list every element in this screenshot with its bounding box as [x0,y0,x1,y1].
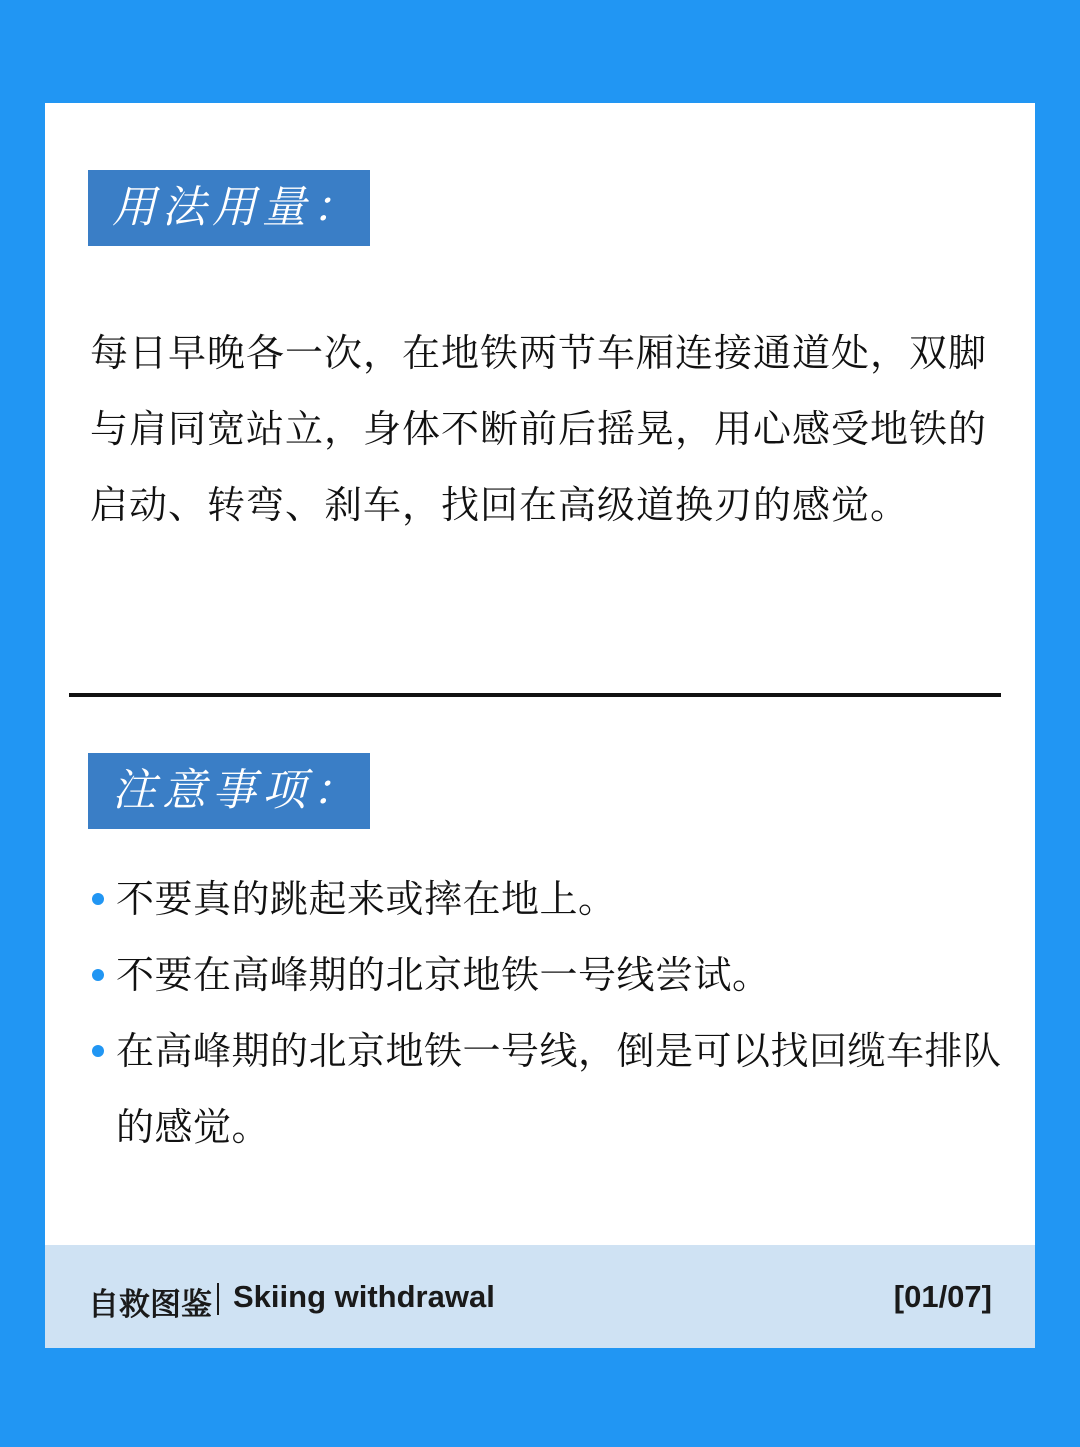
notes-list [90,861,1025,1165]
divider [69,693,1001,697]
content-card [45,103,1035,1348]
list-item [90,861,1025,937]
footer-brand: 自救图鉴 [88,1287,212,1322]
usage-heading: 用法用量： [88,170,370,246]
note-text: 不要真的跳起来或摔在地上。 [116,877,617,921]
usage-text: 每日早晚各一次，在地铁两节车厢连接通道处，双脚与肩同宽站立，身体不断前后摇晃，用心感受地铁的启动、转弯、刹车，找回在高级道换刃的感觉。 [90,331,988,527]
notes-heading: 注意事项： [88,753,370,829]
page-indicator: [01/07] [893,1279,992,1314]
footer-bar [45,1245,1035,1348]
bullet-icon [92,969,104,981]
note-text: 不要在高峰期的北京地铁一号线尝试。 [116,953,771,997]
bullet-icon [92,1045,104,1057]
footer-subtitle: Skiing withdrawal [233,1279,495,1314]
bullet-icon [92,893,104,905]
list-item [90,1013,1025,1165]
note-text: 在高峰期的北京地铁一号线，倒是可以找回缆车排队的感觉。 [116,1029,1002,1149]
footer-separator [217,1283,219,1315]
list-item [90,937,1025,1013]
